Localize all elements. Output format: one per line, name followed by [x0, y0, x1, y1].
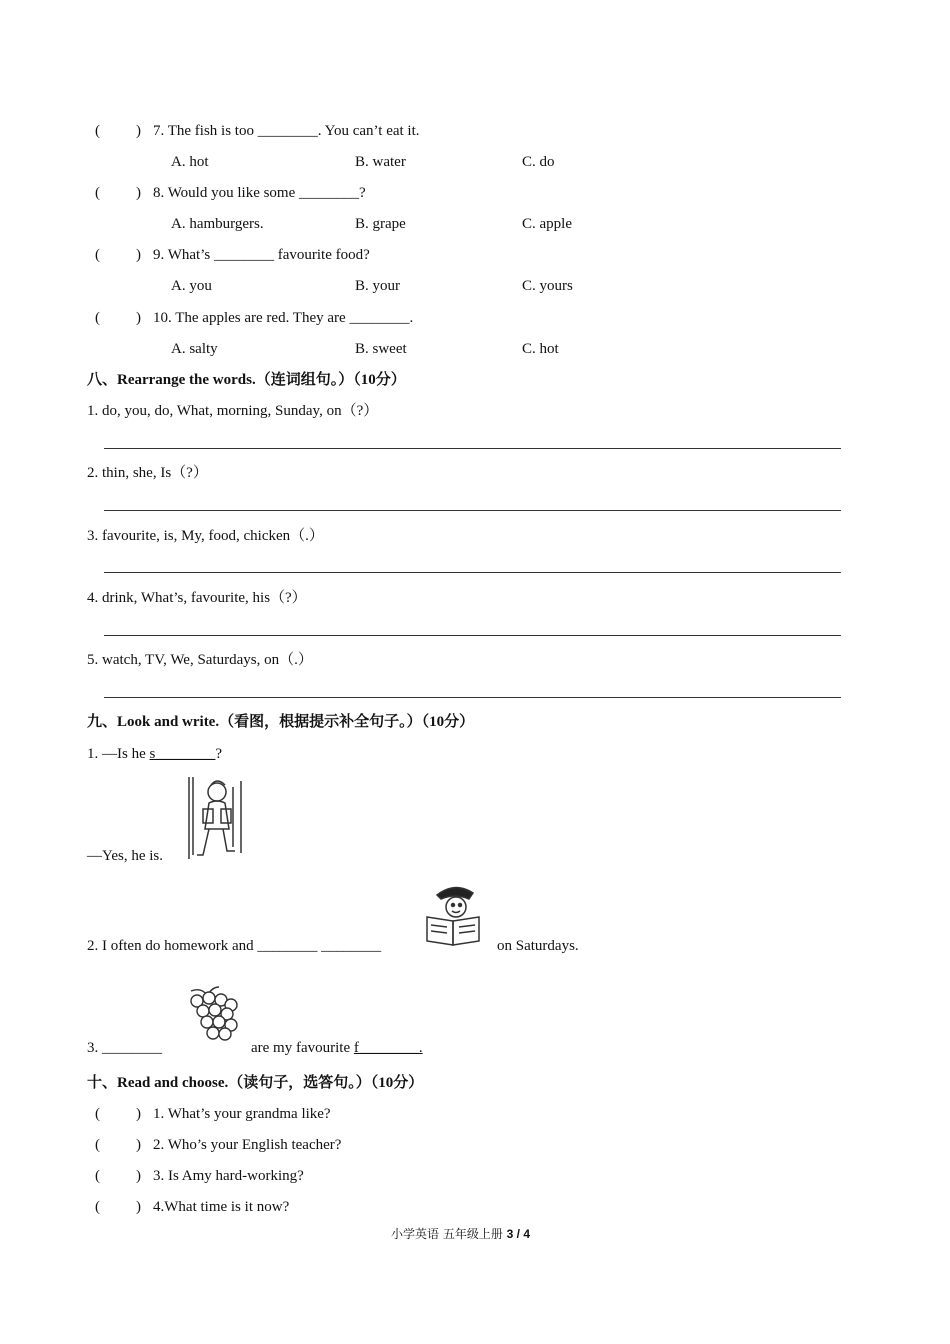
option-a: A. you: [171, 278, 212, 294]
answer-bracket: ( ): [95, 1199, 141, 1215]
rearrange-item-2: 2. thin, she, Is（?）: [87, 465, 208, 481]
answer-line[interactable]: [104, 697, 841, 698]
question-7: 7. The fish is too ________. You can’t eat it.: [153, 123, 420, 139]
answer-line[interactable]: [104, 448, 841, 449]
option-b: B. sweet: [355, 341, 407, 357]
option-b: B. your: [355, 278, 400, 294]
page-number: 3 / 4: [506, 1227, 530, 1241]
rearrange-item-1: 1. do, you, do, What, morning, Sunday, on（?）: [87, 403, 379, 419]
option-c: C. do: [522, 154, 555, 170]
option-c: C. apple: [522, 216, 572, 232]
man-with-books-icon: [183, 775, 248, 863]
look-write-q2: 2. I often do homework and ________ ________: [87, 938, 382, 954]
answer-bracket: ( ): [95, 1106, 141, 1122]
answer-bracket: ( ): [95, 247, 141, 263]
boy-reading-icon: [423, 883, 485, 947]
grapes-icon: [185, 985, 241, 1045]
answer-bracket: ( ): [95, 1168, 141, 1184]
rearrange-item-3: 3. favourite, is, My, food, chicken（.）: [87, 528, 324, 544]
read-choose-q4: 4.What time is it now?: [153, 1199, 290, 1215]
read-choose-q2: 2. Who’s your English teacher?: [153, 1137, 342, 1153]
rearrange-item-5: 5. watch, TV, We, Saturdays, on（.）: [87, 652, 313, 668]
look-write-q3: are my favourite f________.: [251, 1040, 423, 1056]
answer-line[interactable]: [104, 510, 841, 511]
answer-bracket: ( ): [95, 310, 141, 326]
question-10: 10. The apples are red. They are ________.: [153, 310, 414, 326]
read-choose-q1: 1. What’s your grandma like?: [153, 1106, 331, 1122]
look-write-q3-prefix: 3. ________: [87, 1040, 162, 1056]
section-9-title: 九、Look and write.（看图，根据提示补全句子。）（10分）: [87, 714, 475, 730]
question-9: 9. What’s ________ favourite food?: [153, 247, 370, 263]
look-write-q1-answer: —Yes, he is.: [87, 848, 163, 864]
read-choose-q3: 3. Is Amy hard-working?: [153, 1168, 304, 1184]
answer-line[interactable]: [104, 572, 841, 573]
look-write-q1: 1. —Is he s________?: [87, 746, 223, 762]
answer-bracket: ( ): [95, 185, 141, 201]
option-c: C. yours: [522, 278, 573, 294]
option-a: A. hot: [171, 154, 209, 170]
rearrange-item-4: 4. drink, What’s, favourite, his（?）: [87, 590, 307, 606]
answer-bracket: ( ): [95, 1137, 141, 1153]
option-a: A. salty: [171, 341, 218, 357]
look-write-q2-suffix: on Saturdays.: [497, 938, 579, 954]
section-10-title: 十、Read and choose.（读句子，选答句。）（10分）: [87, 1075, 424, 1091]
option-b: B. water: [355, 154, 406, 170]
section-8-title: 八、Rearrange the words.（连词组句。）（10分）: [87, 372, 406, 388]
option-c: C. hot: [522, 341, 559, 357]
page-footer: 小学英语 五年级上册 3 / 4: [391, 1227, 530, 1241]
option-a: A. hamburgers.: [171, 216, 264, 232]
answer-line[interactable]: [104, 635, 841, 636]
option-b: B. grape: [355, 216, 406, 232]
answer-bracket: ( ): [95, 123, 141, 139]
question-8: 8. Would you like some ________?: [153, 185, 366, 201]
